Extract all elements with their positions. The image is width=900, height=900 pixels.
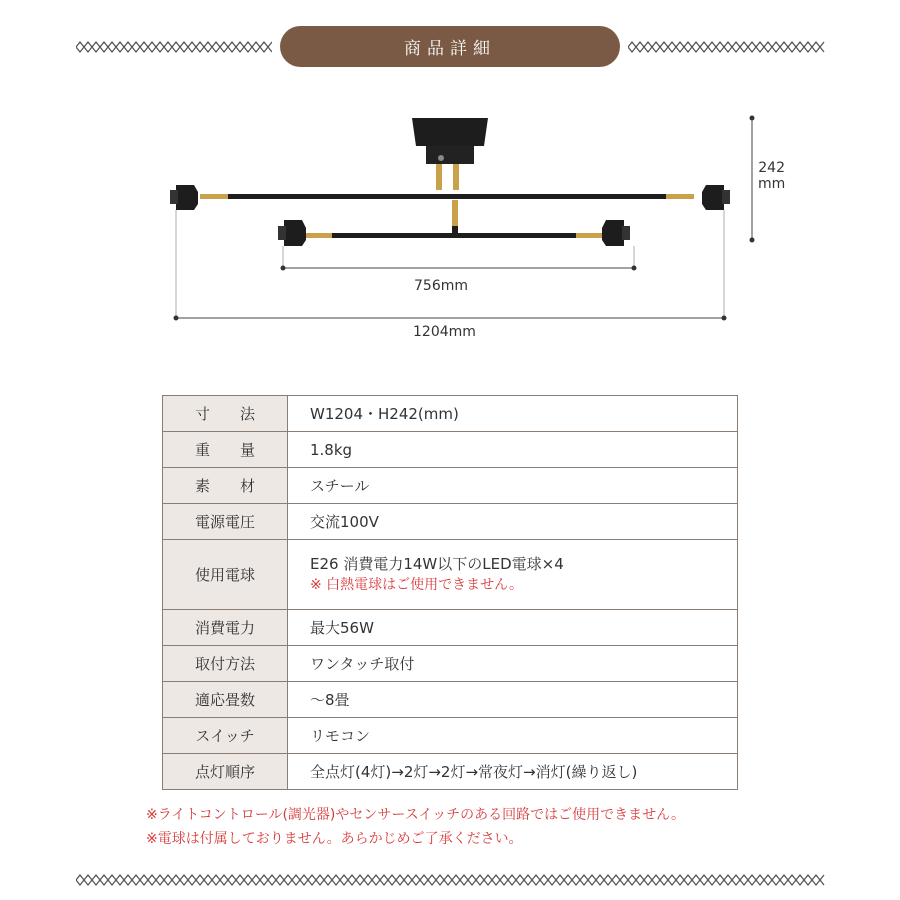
inner-width-label: 756mm bbox=[414, 278, 468, 294]
spec-key: 重 量 bbox=[163, 432, 288, 468]
spec-value: E26 消費電力14W以下のLED電球×4 bbox=[310, 554, 564, 573]
spec-value: スチール bbox=[288, 468, 738, 504]
spec-value: 〜8畳 bbox=[288, 682, 738, 718]
spec-note: ※ 白熱電球はご使用できません。 bbox=[310, 576, 524, 593]
product-dimension-diagram bbox=[0, 100, 900, 360]
inner-width-dimension-line bbox=[281, 246, 637, 271]
spec-value: 全点灯(4灯)→2灯→2灯→常夜灯→消灯(繰り返し) bbox=[288, 754, 738, 790]
spec-value: 1.8kg bbox=[288, 432, 738, 468]
section-header bbox=[0, 22, 900, 72]
table-row bbox=[163, 610, 738, 646]
spec-key: 消費電力 bbox=[163, 610, 288, 646]
height-label-unit: mm bbox=[758, 176, 786, 192]
table-row bbox=[163, 754, 738, 790]
spec-key: 使用電球 bbox=[163, 540, 288, 610]
table-row bbox=[163, 682, 738, 718]
spec-key: スイッチ bbox=[163, 718, 288, 754]
spec-table bbox=[162, 395, 738, 790]
zigzag-ornament-left bbox=[76, 40, 272, 54]
spec-key: 電源電圧 bbox=[163, 504, 288, 540]
table-row bbox=[163, 396, 738, 432]
table-row bbox=[163, 432, 738, 468]
height-dimension-line bbox=[750, 116, 755, 243]
zigzag-ornament-right bbox=[628, 40, 826, 54]
spec-key: 素 材 bbox=[163, 468, 288, 504]
spec-value: 最大56W bbox=[288, 610, 738, 646]
spec-key: 点灯順序 bbox=[163, 754, 288, 790]
table-row bbox=[163, 718, 738, 754]
spec-key: 適応畳数 bbox=[163, 682, 288, 718]
table-row bbox=[163, 540, 738, 610]
height-label bbox=[758, 160, 785, 192]
spec-value: リモコン bbox=[288, 718, 738, 754]
height-label-value: 242 bbox=[758, 160, 785, 176]
footnote: ※電球は付属しておりません。あらかじめご了承ください。 bbox=[146, 831, 523, 847]
table-row bbox=[163, 468, 738, 504]
outer-width-label: 1204mm bbox=[413, 324, 476, 340]
spec-key: 寸 法 bbox=[163, 396, 288, 432]
spec-value-cell bbox=[288, 540, 738, 610]
table-row bbox=[163, 646, 738, 682]
spec-value: ワンタッチ取付 bbox=[288, 646, 738, 682]
spec-key: 取付方法 bbox=[163, 646, 288, 682]
page-title: 商品詳細 bbox=[280, 26, 620, 67]
footnote: ※ライトコントロール(調光器)やセンサースイッチのある回路ではご使用できません。 bbox=[146, 807, 685, 823]
ceiling-canopy bbox=[412, 118, 488, 230]
outer-width-dimension-line bbox=[174, 210, 727, 321]
spec-value: 交流100V bbox=[288, 504, 738, 540]
table-row bbox=[163, 504, 738, 540]
upper-arm bbox=[170, 185, 730, 210]
footnotes bbox=[146, 803, 685, 851]
spec-value: W1204・H242(mm) bbox=[288, 396, 738, 432]
zigzag-ornament-bottom bbox=[76, 873, 826, 887]
